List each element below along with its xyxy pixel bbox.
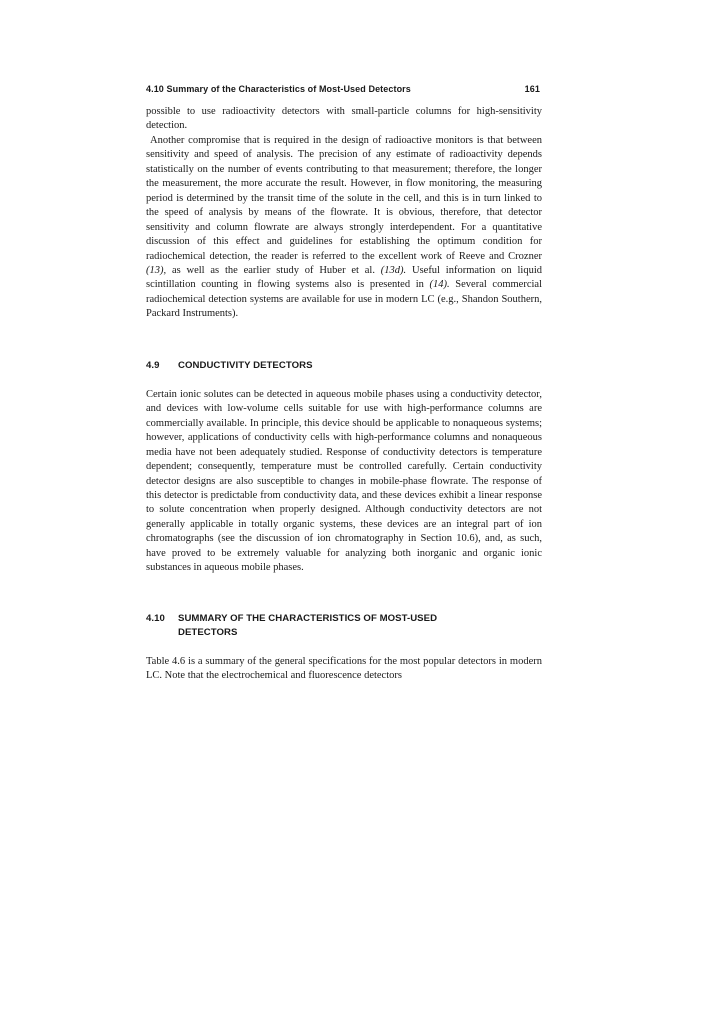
section-title-4-9: CONDUCTIVITY DETECTORS [178,359,313,371]
section-heading-4-10 [146,612,542,640]
citation-13d: (13d). [380,264,407,276]
section-title-4-10-line1: SUMMARY OF THE CHARACTERISTICS OF MOST-USED [178,612,438,624]
section-number-4-10: 4.10 [146,612,165,624]
para2-text-a: Another compromise that is required in the design of radioactive monitors is that between sensitivity and speed of analysis. The precision of any estimate of radioactivity depends statistically on the number of events contributing to that measurement; therefore, the longer the measurement, the more accurate the result. However, in flow monitoring, the measuring period is determined by the transit time of the solute in the cell, and this is in turn linked to the speed of analysis by means of the flowrate. It is obvious, therefore, that detector sensitivity and column flowrate are always strongly interdependent. For a quantitative discussion of this effect and guidelines for establishing the optimum condition for radiochemical detection, the reader is referred to the excellent work of Reeve and Crozner [146,134,542,262]
running-head [146,84,542,96]
para2-text-b: as well as the earlier study of Huber et al. [166,264,381,276]
paragraph-radioactivity-compromise [146,134,542,322]
para2-text-c: Useful information on liquid scintillation counting in flowing systems also is presented in [146,264,542,291]
paragraph-summary: Table 4.6 is a summary of the general specifications for the most popular detectors in modern LC. Note that the electrochemical and fluorescence detectors [146,655,542,682]
citation-13: (13), [146,264,167,276]
book-page [146,84,542,684]
running-head-title: 4.10 Summary of the Characteristics of Most-Used Detectors [146,84,411,94]
citation-14: (14). [429,279,450,291]
section-heading-4-9 [146,359,542,373]
paragraph-conductivity: Certain ionic solutes can be detected in aqueous mobile phases using a conductivity detector, and devices with low-volume cells suitable for use with high-performance columns are commercially available. In principle, this device should be applicable to nonaqueous systems; however, applications of conductivity cells with high-performance columns and nonaqueous media have not been adequately studied. Response of conductivity detectors is temperature dependent; consequently, temperature must be controlled carefully. Certain conductivity detector designs are also susceptible to changes in mobile-phase flowrate. The response of this detector is predictable from conductivity data, and these devices exhibit a linear response to solute concentration when properly designed. Although conductivity detectors are not generally applicable in totally organic systems, these devices are an integral part of ion chromatographs (see the discussion of ion chromatography in Section 10.6), and, as such, have proved to be extremely valuable for analyzing both inorganic and organic ionic substances in aqueous mobile phases. [146,388,542,574]
para2-text-d: Several commercial radiochemical detection systems are available for use in modern LC (e.g., Shandon Southern, Packard Instruments). [146,279,542,320]
paragraph-continued: possible to use radioactivity detectors with small-particle columns for high-sensitivity detection. [146,106,542,132]
page-number: 161 [524,84,540,94]
section-title-4-10-line2: DETECTORS [178,626,238,638]
section-number-4-9: 4.9 [146,359,160,371]
